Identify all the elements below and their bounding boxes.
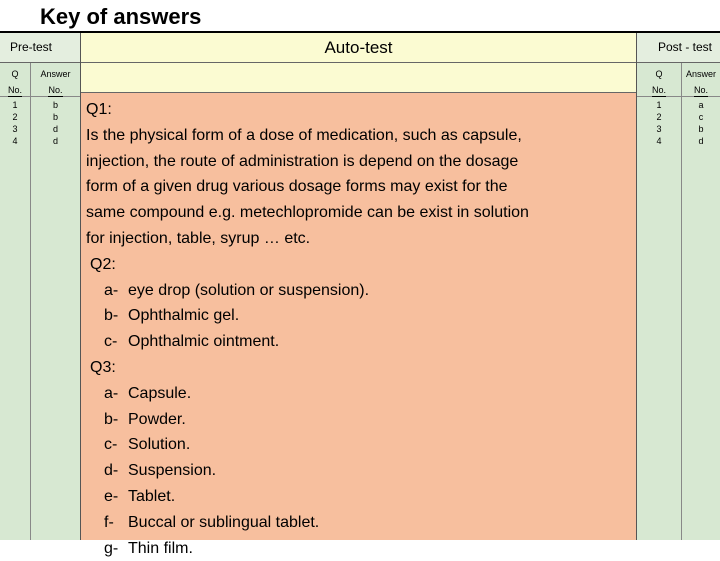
- q3-item-mark: a-: [104, 384, 119, 402]
- pre-test-q-cells: [0, 99, 30, 147]
- pre-test-q-cell: 3: [12, 124, 18, 134]
- post-test-q-header: [637, 63, 681, 97]
- q2-item-mark: b-: [104, 307, 119, 325]
- post-test-answer-cells: [682, 99, 720, 147]
- post-test-answer-column: [682, 63, 720, 540]
- pre-test-answer-header-top: Answer: [40, 69, 71, 79]
- post-test-panel: [637, 33, 720, 540]
- page-title: Key of answers: [40, 4, 202, 29]
- q1-answer-line: same compound e.g. metechlopromide can be exist in solution: [86, 204, 529, 222]
- q1-answer-line: form of a given drug various dosage forms may exist for the: [86, 178, 508, 196]
- post-test-q-cell: 2: [656, 112, 662, 122]
- q2-item-mark: a-: [104, 281, 119, 299]
- post-test-q-header-bottom: No.: [651, 85, 666, 95]
- q2-item-mark: c-: [104, 333, 118, 351]
- q3-item: [86, 484, 628, 510]
- post-test-header: Post - test: [637, 33, 720, 63]
- pre-test-q-cell: 4: [12, 136, 18, 146]
- post-test-q-cell: 3: [656, 124, 662, 134]
- q2-label: Q2:: [90, 255, 116, 273]
- post-test-q-cell: 1: [656, 100, 662, 110]
- auto-test-header: Auto-test: [81, 33, 636, 63]
- q3-item: [86, 458, 628, 484]
- post-test-answer-header-top: Answer: [685, 69, 716, 79]
- q1-answer-line: injection, the route of administration is depend on the dosage: [86, 152, 519, 170]
- pre-test-table: [0, 63, 80, 540]
- q3-item-text: Buccal or sublingual tablet.: [128, 513, 320, 531]
- pre-test-q-cell: 2: [12, 112, 18, 122]
- q2-item-text: Ophthalmic ointment.: [128, 333, 280, 351]
- q2-item-text: eye drop (solution or suspension).: [128, 281, 370, 299]
- q3-item: [86, 510, 628, 536]
- q3-item-text: Solution.: [128, 436, 191, 454]
- pre-test-answer-cells: [31, 99, 80, 147]
- post-test-q-header-top: Q: [655, 69, 663, 79]
- q3-item-text: Tablet.: [128, 487, 176, 505]
- q3-item-text: Thin film.: [128, 539, 193, 557]
- auto-test-subheader-band: [81, 63, 636, 93]
- q2-item: [86, 329, 628, 355]
- pre-test-answer-cell: b: [52, 100, 58, 110]
- pre-test-answer-column: [31, 63, 80, 540]
- pre-test-q-cell: 1: [12, 100, 18, 110]
- pre-test-q-header-top: Q: [11, 69, 19, 79]
- pre-test-answer-cell: b: [52, 112, 58, 122]
- q3-item-text: Capsule.: [128, 384, 192, 402]
- q2-item-text: Ophthalmic gel.: [128, 307, 240, 325]
- pre-test-q-column: [0, 63, 30, 540]
- post-test-answer-cell: d: [698, 136, 704, 146]
- q1-answer-line: Is the physical form of a dose of medication, such as capsule,: [86, 126, 522, 144]
- q2-item: [86, 303, 628, 329]
- q3-item-mark: e-: [104, 487, 119, 505]
- pre-test-panel: [0, 33, 80, 540]
- pre-test-answer-header: [31, 63, 80, 97]
- post-test-answer-cell: c: [698, 112, 704, 122]
- q3-item-mark: c-: [104, 436, 118, 454]
- q3-item-mark: b-: [104, 410, 119, 428]
- q2-item: [86, 278, 628, 304]
- q3-item: [86, 536, 628, 561]
- pre-test-answer-cell: d: [52, 124, 58, 134]
- q3-item-text: Powder.: [128, 410, 186, 428]
- q3-item-mark: d-: [104, 462, 119, 480]
- post-test-answer-cell: b: [698, 124, 704, 134]
- pre-test-q-header: [0, 63, 30, 97]
- q3-item: [86, 432, 628, 458]
- post-test-table: [637, 63, 720, 540]
- q3-item: [86, 407, 628, 433]
- pre-test-answer-header-bottom: No.: [48, 85, 63, 95]
- auto-test-panel: [80, 33, 637, 557]
- auto-test-answers: [81, 93, 636, 561]
- q3-item: [86, 381, 628, 407]
- q1-label: Q1:: [86, 101, 112, 118]
- pre-test-answer-cell: d: [52, 136, 58, 146]
- q1-answer-line: for injection, table, syrup … etc.: [86, 229, 311, 247]
- pre-test-q-header-bottom: No.: [7, 85, 22, 95]
- q3-item-mark: g-: [104, 539, 119, 557]
- post-test-q-cell: 4: [656, 136, 662, 146]
- post-test-q-column: [637, 63, 681, 540]
- q3-item-text: Suspension.: [128, 462, 217, 480]
- pre-test-header: Pre-test: [0, 33, 80, 63]
- post-test-answer-cell: a: [698, 100, 704, 110]
- post-test-answer-header: [682, 63, 720, 97]
- post-test-answer-header-bottom: No.: [693, 85, 708, 95]
- q3-item-mark: f-: [104, 513, 114, 531]
- q3-label: Q3:: [90, 358, 116, 376]
- post-test-q-cells: [637, 99, 681, 147]
